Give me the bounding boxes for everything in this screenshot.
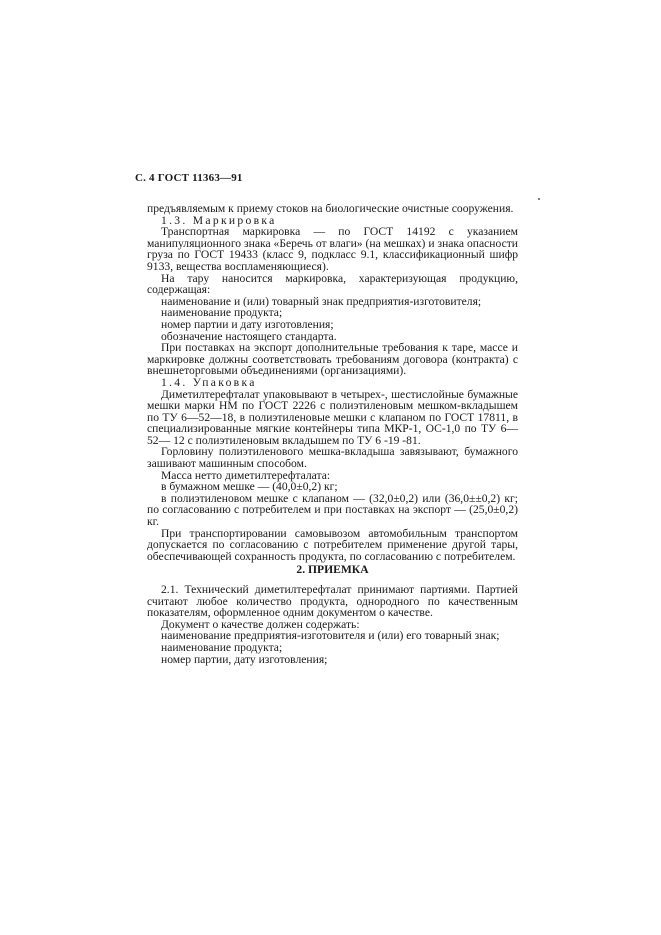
paragraph: Транспортная маркировка — по ГОСТ 14192 с указанием манипуляционного знака «Беречь от влаги» (на мешках) и знака опасности груза по ГОСТ 19433 (класс 9, подкласс 9.1, классификационный шифр 9133, вещества воспламеняющиеся). [147, 225, 518, 273]
list-item: наименование и (или) товарный знак предприятия-изготовителя; [161, 294, 482, 308]
list-item: наименование продукта; [161, 306, 283, 320]
paragraph: предъявляемым к приему стоков на биологические очистные сооружения. [147, 202, 514, 215]
paragraph: Документ о качестве должен содержать: [161, 617, 360, 631]
speck-mark [538, 198, 540, 200]
section-heading: 2. ПРИЕМКА [296, 563, 369, 577]
list-item: обозначение настоящего стандарта. [161, 329, 337, 343]
list-item: наименование предприятия-изготовителя и (или) его товарный знак; [161, 629, 500, 643]
list-item: номер партии и дату изготовления; [161, 317, 334, 331]
paragraph: На тару наносится маркировка, характеризующая продукцию, содержащая: [147, 271, 518, 297]
paragraph: При транспортировании самовывозом автомобильным транспортом допускается по согласованию с потребителем применение другой тары, обеспечивающей сохранность продукта, по согласованию с потребителем. [147, 526, 518, 563]
subsection-heading-marking: 1.3. Маркировка [161, 213, 277, 227]
list-item: в бумажном мешке — (40,0±0,2) кг; [161, 480, 338, 494]
list-item: номер партии, дату изготовления; [161, 652, 328, 666]
running-header: С. 4 ГОСТ 11363—91 [135, 172, 243, 184]
list-item: в полиэтиленовом мешке с клапаном — (32,0±0,2) или (36,0±±0,2) кг; по согласованию с потребителем и при поставках на экспорт — (25,0±0,2) кг. [147, 491, 518, 529]
paragraph: Горловину полиэтиленового мешка-вкладыша завязывают, бумажного зашивают машинным способом. [147, 445, 518, 471]
list-item: наименование продукта; [161, 640, 283, 654]
paragraph: 2.1. Технический диметилтерефталат принимают партиями. Партией считают любое количество продукта, однородного по качественным показателям, оформленное одним документом о качестве. [147, 583, 518, 620]
paragraph: Масса нетто диметилтерефталата: [161, 468, 331, 482]
body-text [147, 203, 518, 665]
paragraph: Диметилтерефталат упаковывают в четырех-, шестислойные бумажные мешки марки НМ по ГОСТ 2226 с полиэтиленовым мешком-вкладышем по ТУ 6—52—18, в полиэтиленовые мешки с клапаном по ГОСТ 17811, в специализированные мягкие контейнеры типа МКР-1, ОС-1,0 по ТУ 6— 52— 12 с полиэтиленовым вкладышем по ТУ 6 -19 -81. [147, 387, 518, 447]
subsection-heading-packaging: 1.4. Упаковка [161, 375, 257, 389]
paragraph: При поставках на экспорт дополнительные требования к таре, массе и маркировке должны соответствовать требованиям договора (контракта) с внешнеторговыми объединениями (организациями). [147, 341, 518, 378]
